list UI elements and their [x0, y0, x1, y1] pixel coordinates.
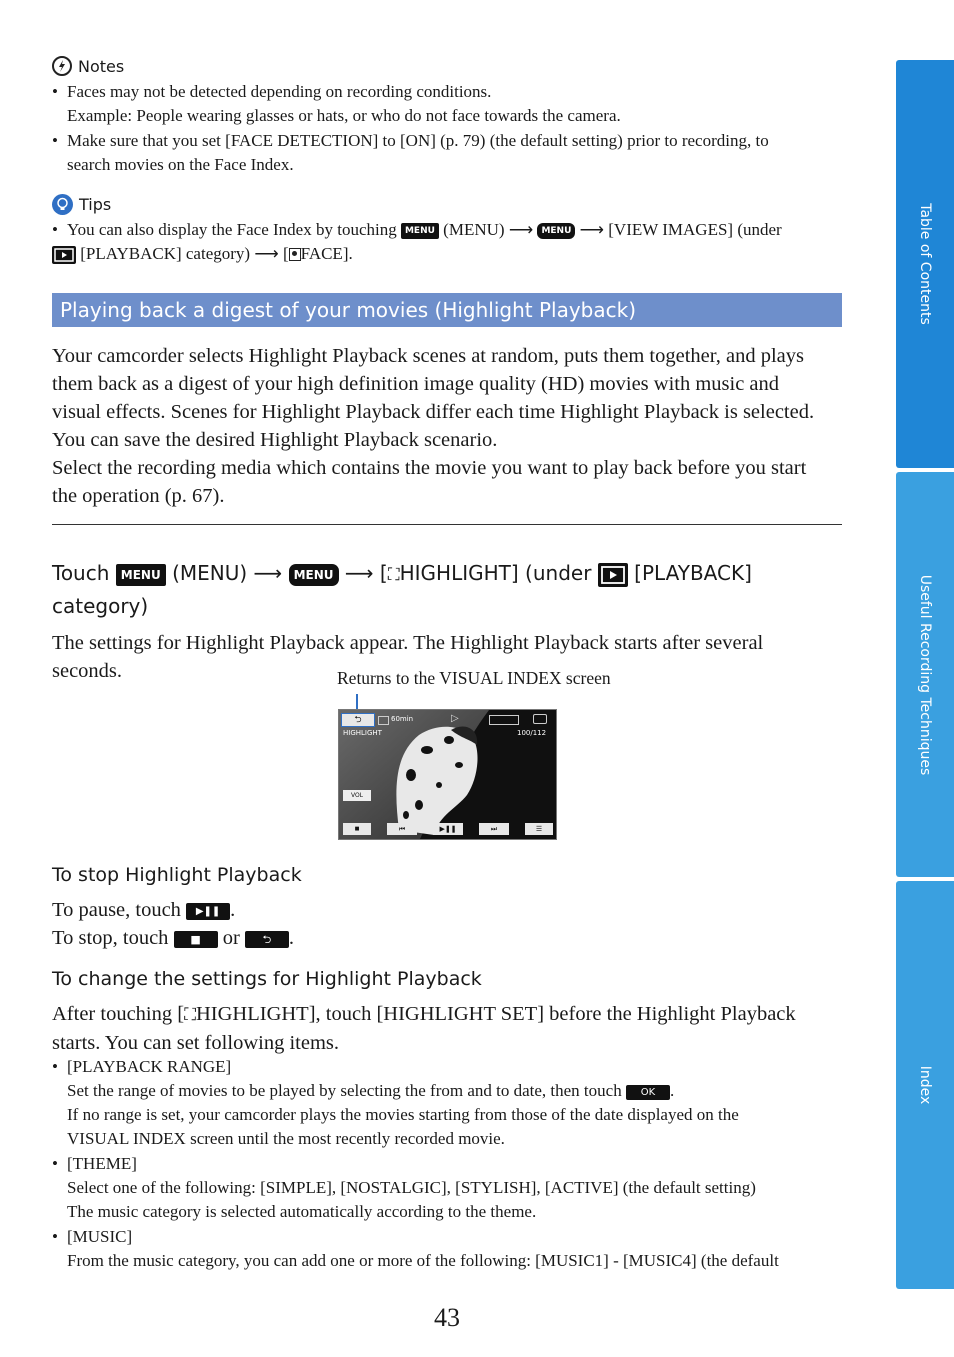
intro-line: them back as a digest of your high definition image quality (HD) movies with music and: [52, 373, 780, 395]
highlight-mode-label: HIGHLIGHT: [343, 729, 382, 737]
return-icon: ⮌: [245, 931, 289, 948]
option-button[interactable]: ☰: [525, 823, 553, 835]
page-number: 43: [434, 1303, 460, 1332]
notes-item-2: [67, 129, 769, 177]
arrow-right-icon: ⟶: [344, 561, 374, 585]
tab-index[interactable]: [896, 881, 954, 1289]
volume-button[interactable]: [343, 790, 371, 801]
play-pause-button[interactable]: ▶❚❚: [433, 823, 463, 835]
playback-icon: [598, 563, 628, 587]
play-pause-icon: ▶❚❚: [186, 903, 230, 920]
return-button[interactable]: ⮌: [341, 713, 375, 727]
section-heading-bar: [52, 293, 842, 327]
screen-callout: Returns to the VISUAL INDEX screen: [337, 668, 611, 688]
tips-text: You can also display the Face Index by touching: [67, 220, 397, 239]
notes-item-1: [67, 80, 621, 128]
time-remaining: 60min: [391, 715, 414, 723]
tips-item: You can also display the Face Index by touching MENU (MENU) ⟶ MENU ⟶ [VIEW IMAGES] (under [PLAYBACK] category) ⟶ [ FACE].: [67, 218, 847, 266]
notes-header: [52, 56, 124, 78]
stop-heading: To stop Highlight Playback: [52, 864, 302, 886]
camcorder-screen: [338, 709, 557, 840]
change-heading: To change the settings for Highlight Playback: [52, 968, 482, 990]
arrow-right-icon: ⟶: [508, 220, 534, 239]
my-menu-icon: MENU: [289, 564, 339, 586]
step-description: The settings for Highlight Playback appear. The Highlight Playback starts after several seconds.: [52, 632, 764, 682]
tips-text: [VIEW IMAGES] (under: [608, 220, 782, 239]
tips-text: (MENU): [443, 220, 505, 239]
tab-table-of-contents[interactable]: [896, 60, 954, 468]
battery-icon: [533, 714, 547, 724]
intro-line: Your camcorder selects Highlight Playback scenes at random, puts them together, and plays: [52, 345, 804, 367]
change-item-music: [MUSIC] From the music category, you can add one or more of the following: [MUSIC1] - [MUSIC4] (the default: [67, 1227, 779, 1270]
arrow-right-icon: ⟶: [253, 561, 283, 585]
arrow-right-icon: ⟶: [254, 244, 279, 263]
tab-useful-recording-techniques[interactable]: [896, 472, 954, 877]
hd-quality-icon: [489, 715, 519, 725]
my-menu-icon: MENU: [537, 223, 575, 239]
section-heading: Playing back a digest of your movies (Highlight Playback): [60, 298, 637, 322]
lightbulb-icon: [52, 194, 73, 215]
ok-icon: OK: [626, 1085, 670, 1100]
notes-item-text: Faces may not be detected depending on recording conditions.: [67, 82, 492, 101]
stop-button[interactable]: ■: [343, 823, 371, 835]
menu-button-icon: MENU: [116, 564, 166, 586]
notes-item-text: search movies on the Face Index.: [67, 155, 294, 174]
menu-button-icon: MENU: [401, 223, 439, 239]
notes-icon: [52, 56, 72, 76]
tab-label: Useful Recording Techniques: [917, 574, 933, 775]
tips-title: Tips: [79, 195, 112, 214]
tab-label: Index: [917, 1065, 933, 1105]
tips-header: [52, 194, 111, 216]
section-intro: [52, 342, 842, 510]
counter: 100/112: [517, 729, 547, 737]
tips-text: [PLAYBACK] category): [80, 244, 251, 263]
notes-item-text: Make sure that you set [FACE DETECTION] to [ON] (p. 79) (the default setting) prior to recording, to: [67, 131, 769, 150]
next-button[interactable]: ⏭: [479, 823, 509, 835]
change-item-playback-range: [PLAYBACK RANGE] Set the range of movies to be played by selecting the from and to date, then touch OK . If no range is set, your camcorder plays the movies starting from those of the date displayed on the VISUAL INDEX screen until the most recently recorded movie.: [67, 1057, 739, 1148]
intro-line: visual effects. Scenes for Highlight Playback differ each time Highlight Playback is selected.: [52, 401, 815, 423]
media-icon: [378, 716, 389, 725]
change-item-theme: [THEME] Select one of the following: [SIMPLE], [NOSTALGIC], [STYLISH], [ACTIVE] (the default setting) The music category is selected automatically according to the theme.: [67, 1154, 756, 1221]
stop-icon: ■: [174, 931, 218, 948]
face-icon: [289, 248, 301, 261]
playback-icon: [52, 246, 76, 264]
notes-title: Notes: [78, 56, 125, 76]
tab-label: Table of Contents: [917, 203, 933, 325]
previous-button[interactable]: ⏮: [387, 823, 417, 835]
volume-label: VOL: [350, 792, 364, 799]
divider: [52, 524, 842, 525]
step-instruction: Touch MENU (MENU) ⟶ MENU ⟶ [⛶HIGHLIGHT] (under [PLAYBACK] category): [52, 561, 752, 618]
change-intro: After touching [⛶HIGHLIGHT], touch [HIGHLIGHT SET] before the Highlight Playback starts. You can set following items.: [52, 1003, 796, 1054]
arrow-right-icon: ⟶: [579, 220, 605, 239]
play-status-icon: ▷: [451, 713, 459, 724]
intro-line: the operation (p. 67).: [52, 485, 225, 507]
intro-line: Select the recording media which contains the movie you want to play back before you start: [52, 457, 807, 479]
highlight-icon: ⛶: [184, 1005, 196, 1024]
intro-line: You can save the desired Highlight Playback scenario.: [52, 429, 498, 451]
highlight-icon: ⛶: [387, 565, 400, 585]
playback-controls: [339, 821, 557, 840]
notes-item-text: Example: People wearing glasses or hats, or who do not face towards the camera.: [67, 106, 621, 125]
stop-instructions: To pause, touch ▶❚❚ . To stop, touch ■ or ⮌ .: [52, 899, 295, 949]
